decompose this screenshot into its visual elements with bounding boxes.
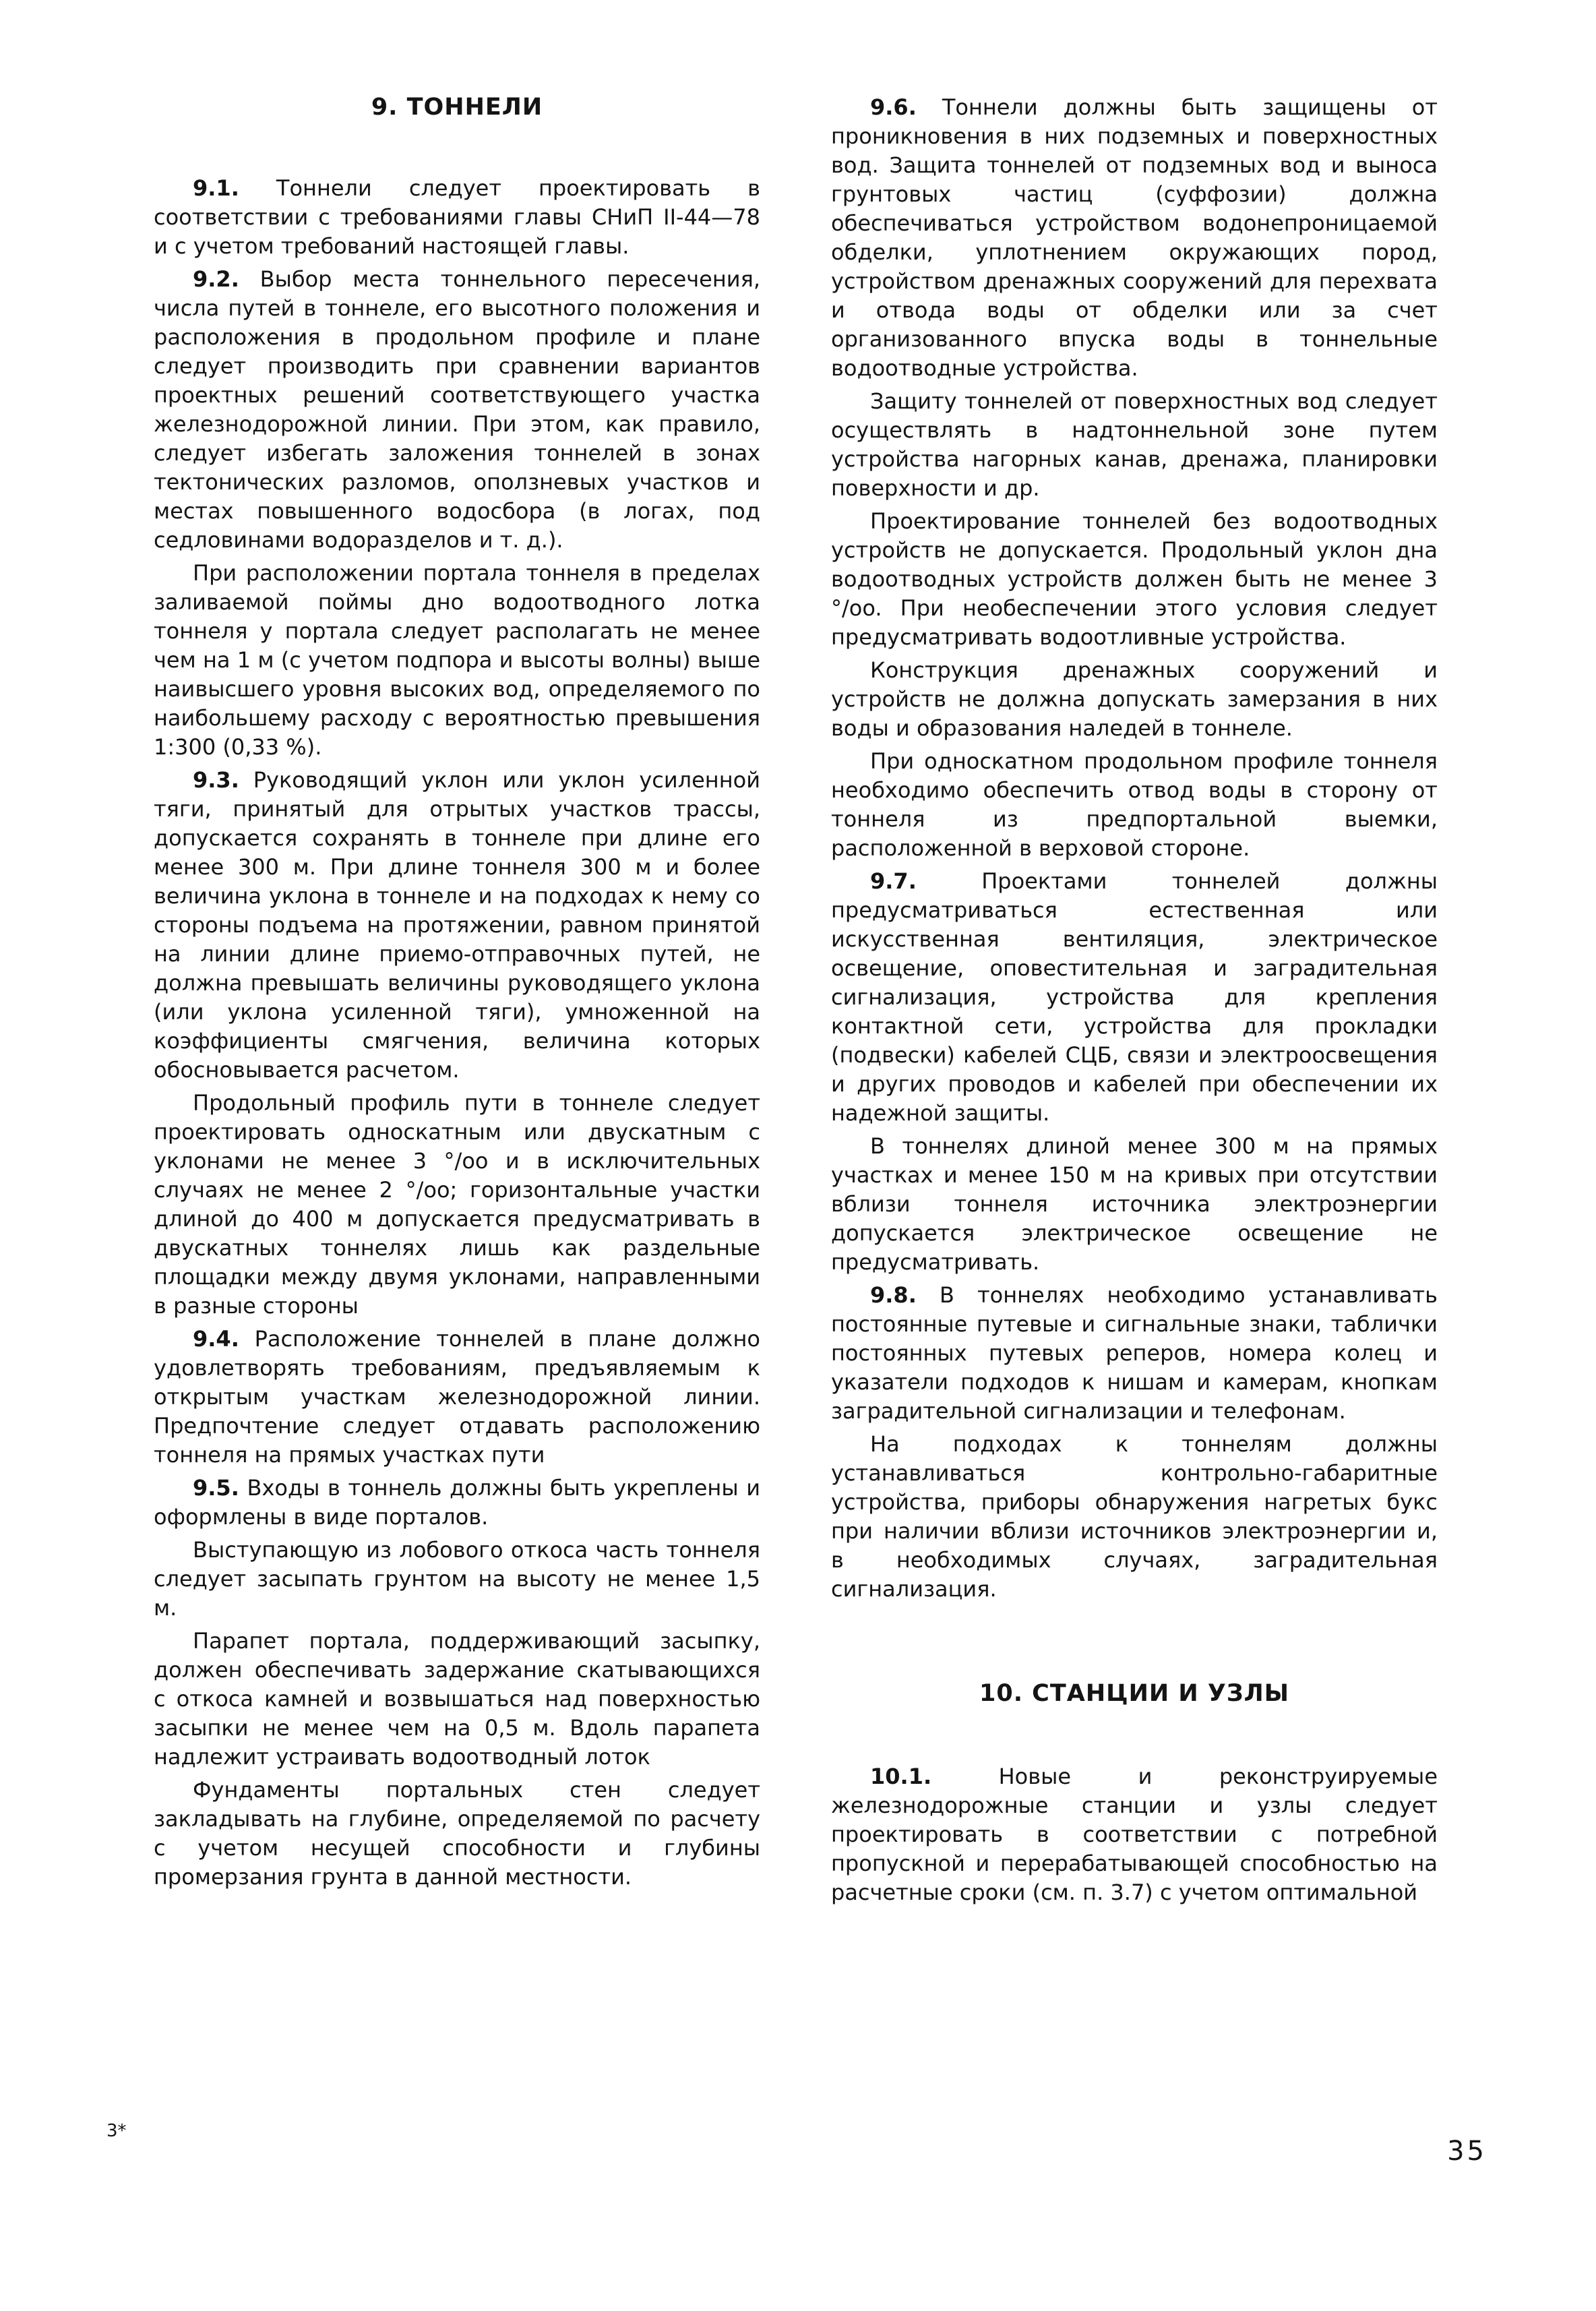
paragraph-9-8 xyxy=(831,1281,1438,1426)
paragraph-portal-floodplain: При расположении портала тоннеля в пределах заливаемой поймы дно водоотводного лотка тоннеля у портала следует располагать не менее чем на 1 м (с учетом подпора и высоты волны) выше наивысшего уровня высоких вод, определяемого по наибольшему расходу с вероятностью превышения 1:300 (0,33 %). xyxy=(154,560,760,760)
paragraph-9-6 xyxy=(831,93,1438,383)
clause-number: 9.2. xyxy=(193,266,239,292)
paragraph-9-7 xyxy=(831,867,1438,1128)
paragraph-text: Тоннели должны быть защищены от проникновения в них подземных и поверхностных вод. Защита тоннелей от подземных вод и выноса грунтовых частиц (суффозии) должна обеспечиваться устройством водонепроницаемой обделки, уплотнением окружающих пород, устройством дренажных сооружений для перехвата и отвода воды от обделки или за счет организованного впуска воды в тоннельные водоотводные устройства. xyxy=(831,94,1438,381)
left-column xyxy=(154,93,760,1896)
paragraph-9-2 xyxy=(154,265,760,555)
clause-number: 9.8. xyxy=(870,1282,917,1308)
paragraph-single-slope: При односкатном продольном профиле тоннеля необходимо обеспечить отвод воды в сторону от тоннеля из предпортальной выемки, расположенной в верховой стороне. xyxy=(831,748,1438,861)
paragraph-drainage-freezing: Конструкция дренажных сооружений и устройств не должна допускать замерзания в них воды и образования наледей в тоннеле. xyxy=(831,657,1438,741)
paragraph-text: Проектами тоннелей должны предусматриваться естественная или искусственная вентиляция, электрическое освещение, оповестительная и заградительная сигнализация, устройства для крепления контактной сети, устройства для прокладки (подвески) кабелей СЦБ, связи и электроосвещения и других проводов и кабелей при обеспечении их надежной защиты. xyxy=(831,868,1438,1126)
paragraph-9-5 xyxy=(154,1474,760,1532)
page-number: 35 xyxy=(1447,2136,1487,2167)
paragraph-text: Выбор места тоннельного пересечения, числа путей в тоннеле, его высотного положения и расположения в продольном профиле и плане следует производить при сравнении вариантов проектных решений соответствующего участка железнодорожной линии. При этом, как правило, следует избегать заложения тоннелей в зонах тектонических разломов, оползневых участков и местах повышенного водосбора (в логах, под седловинами водоразделов и т. д.). xyxy=(154,266,760,553)
clause-number: 9.7. xyxy=(870,868,917,894)
clause-number: 9.1. xyxy=(193,175,239,201)
paragraph-text: Расположение тоннелей в плане должно удовлетворять требованиям, предъявляемым к открытым участкам железнодорожной линии. Предпочтение следует отдавать расположению тоннеля на прямых участках пути xyxy=(154,1326,761,1468)
right-column xyxy=(831,93,1438,1911)
paragraph-text: Входы в тоннель должны быть укреплены и оформлены в виде порталов. xyxy=(154,1475,761,1530)
paragraph-10-1 xyxy=(831,1762,1438,1907)
paragraph-drainage-design: Проектирование тоннелей без водоотводных устройств не допускается. Продольный уклон дна водоотводных устройств должен быть не менее 3 °/oo. При необеспечении этого условия следует предусматривать водоотливные устройства. xyxy=(831,508,1438,650)
paragraph-parapet: Парапет портала, поддерживающий засыпку, должен обеспечивать задержание скатывающихся с откоса камней и возвышаться над поверхностью засыпки не менее чем на 0,5 м. Вдоль парапета надлежит устраивать водоотводный лоток xyxy=(154,1628,760,1770)
paragraph-lighting: В тоннелях длиной менее 300 м на прямых участках и менее 150 м на кривых при отсутствии вблизи тоннеля источника электроэнергии допускается электрическое освещение не предусматривать. xyxy=(831,1133,1438,1275)
paragraph-text: Новые и реконструируемые железнодорожные станции и узлы следует проектировать в соответствии с потребной пропускной и перерабатывающей способностью на расчетные сроки (см. п. 3.7) с учетом оптимальной xyxy=(831,1764,1438,1905)
paragraph-backfill: Выступающую из лобового откоса часть тоннеля следует засыпать грунтом на высоту не менее 1,5 м. xyxy=(154,1537,760,1621)
signature-mark: 3* xyxy=(106,2121,127,2141)
paragraph-foundations: Фундаменты портальных стен следует закладывать на глубине, определяемой по расчету с учетом несущей способности и глубины промерзания грунта в данной местности. xyxy=(154,1777,760,1890)
clause-number: 9.3. xyxy=(193,767,239,793)
section-heading-stations: 10. СТАНЦИИ И УЗЛЫ xyxy=(979,1680,1290,1707)
paragraph-9-4 xyxy=(154,1325,760,1470)
paragraph-text: В тоннелях необходимо устанавливать постоянные путевые и сигнальные знаки, таблички постоянных путевых реперов, номера колец и указатели подходов к нишам и камерам, кнопкам заградительной сигнализации и телефонам. xyxy=(831,1282,1438,1424)
paragraph-9-1 xyxy=(154,174,760,261)
paragraph-approaches: На подходах к тоннелям должны устанавливаться контрольно-габаритные устройства, приборы обнаружения нагретых букс при наличии вблизи источников электроэнергии и, в необходимых случаях, заградительная сигнализация. xyxy=(831,1431,1438,1602)
clause-number: 9.5. xyxy=(193,1475,239,1501)
clause-number: 9.6. xyxy=(870,94,917,120)
section-heading-tunnels: 9. ТОННЕЛИ xyxy=(371,94,543,121)
paragraph-surface-water: Защиту тоннелей от поверхностных вод следует осуществлять в надтоннельной зоне путем устройства нагорных канав, дренажа, планировки поверхности и др. xyxy=(831,388,1438,501)
paragraph-text: Руководящий уклон или уклон усиленной тяги, принятый для отрытых участков трассы, допускается сохранять в тоннеле при длине его менее 300 м. При длине тоннеля 300 м и более величина уклона в тоннеле и на подходах к нему со стороны подъема на протяжении, равном принятой на линии длине приемо-отправочных путей, не должна превышать величины руководящего уклона (или уклона усиленной тяги), умноженной на коэффициенты смягчения, величина которых обосновывается расчетом. xyxy=(154,767,760,1083)
paragraph-text: Тоннели следует проектировать в соответствии с требованиями главы СНиП II-44—78 и с учетом требований настоящей главы. xyxy=(154,175,761,259)
paragraph-9-3 xyxy=(154,766,760,1085)
clause-number: 10.1. xyxy=(870,1764,932,1789)
clause-number: 9.4. xyxy=(193,1326,239,1352)
paragraph-longitudinal-profile: Продольный профиль пути в тоннеле следует проектировать односкатным или двускатным с уклонами не менее 3 °/oo и в исключительных случаях не менее 2 °/oo; горизонтальные участки длиной до 400 м допускается предусматривать в двускатных тоннелях лишь как раздельные площадки между двумя уклонами, направленными в разные стороны xyxy=(154,1090,760,1319)
